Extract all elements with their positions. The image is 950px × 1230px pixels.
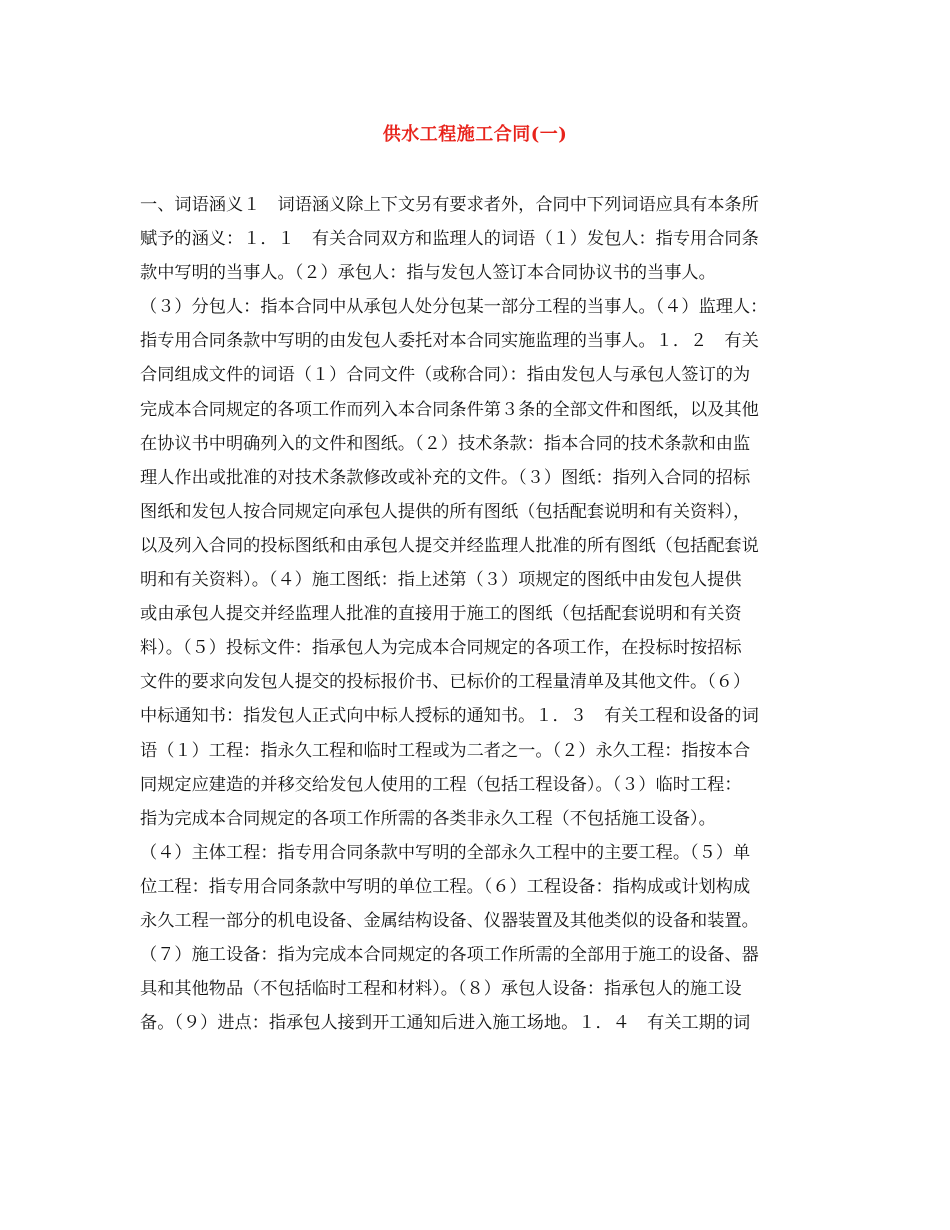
- body-line: 合同组成文件的词语（１）合同文件（或称合同）：指由发包人与承包人签订的为: [140, 365, 751, 386]
- body-line: 一、词语涵义１ 词语涵义除上下文另有要求者外，合同中下列词语应具有本条所: [140, 195, 759, 215]
- body-line: （３）分包人：指本合同中从承包人处分包某一部分工程的当事人。（４）监理人：: [140, 297, 768, 318]
- body-line: 明和有关资料）。（４）施工图纸：指上述第（３）项规定的图纸中由发包人提供: [140, 570, 742, 591]
- body-line: 以及列入合同的投标图纸和由承包人提交并经监理人批准的所有图纸（包括配套说: [140, 535, 759, 556]
- body-line: 中标通知书：指发包人正式向中标人授标的通知书。１．３ 有关工程和设备的词: [140, 706, 759, 727]
- body-line: 或由承包人提交并经监理人批准的直接用于施工的图纸（包括配套说明和有关资: [140, 604, 742, 625]
- body-line: 指为完成本合同规定的各项工作所需的各类非永久工程（不包括施工设备）。: [140, 808, 716, 829]
- body-line: 图纸和发包人按合同规定向承包人提供的所有图纸（包括配套说明和有关资料），: [140, 501, 751, 522]
- body-line: 位工程：指专用合同条款中写明的单位工程。（６）工程设备：指构成或计划构成: [140, 876, 751, 897]
- body-line: 指专用合同条款中写明的由发包人委托对本合同实施监理的当事人。１．２ 有关: [140, 331, 759, 352]
- body-line: 款中写明的当事人。（２）承包人：指与发包人签订本合同协议书的当事人。: [140, 263, 716, 284]
- body-line: 文件的要求向发包人提交的投标报价书、已标价的工程量清单及其他文件。（６）: [140, 672, 751, 693]
- body-line: 备。（９）进点：指承包人接到开工通知后进入施工场地。１．４ 有关工期的词: [140, 1013, 751, 1034]
- body-line: 赋予的涵义：１．１ 有关合同双方和监理人的词语（１）发包人：指专用合同条: [140, 229, 759, 250]
- body-line: （４）主体工程：指专用合同条款中写明的全部永久工程中的主要工程。（５）单: [140, 842, 751, 863]
- body-line: 在协议书中明确列入的文件和图纸。（２）技术条款：指本合同的技术条款和由监: [140, 433, 751, 454]
- document-body: [140, 188, 820, 1040]
- body-line: （７）施工设备：指为完成本合同规定的各项工作所需的全部用于施工的设备、器: [140, 945, 759, 966]
- body-line: 永久工程一部分的机电设备、金属结构设备、仪器装置及其他类似的设备和装置。: [140, 910, 759, 931]
- body-line: 同规定应建造的并移交给发包人使用的工程（包括工程设备）。（３）临时工程：: [140, 774, 742, 795]
- body-line: 理人作出或批准的对技术条款修改或补充的文件。（３）图纸：指列入合同的招标: [140, 467, 751, 488]
- body-line: 完成本合同规定的各项工作而列入本合同条件第３条的全部文件和图纸，以及其他: [140, 399, 759, 420]
- body-line: 语（１）工程：指永久工程和临时工程或为二者之一。（２）永久工程：指按本合: [140, 740, 751, 761]
- body-line: 料）。（５）投标文件：指承包人为完成本合同规定的各项工作，在投标时按招标: [140, 638, 742, 659]
- body-line: 具和其他物品（不包括临时工程和材料）。（８）承包人设备：指承包人的施工设: [140, 979, 742, 1000]
- document-title: 供水工程施工合同(一): [382, 124, 568, 145]
